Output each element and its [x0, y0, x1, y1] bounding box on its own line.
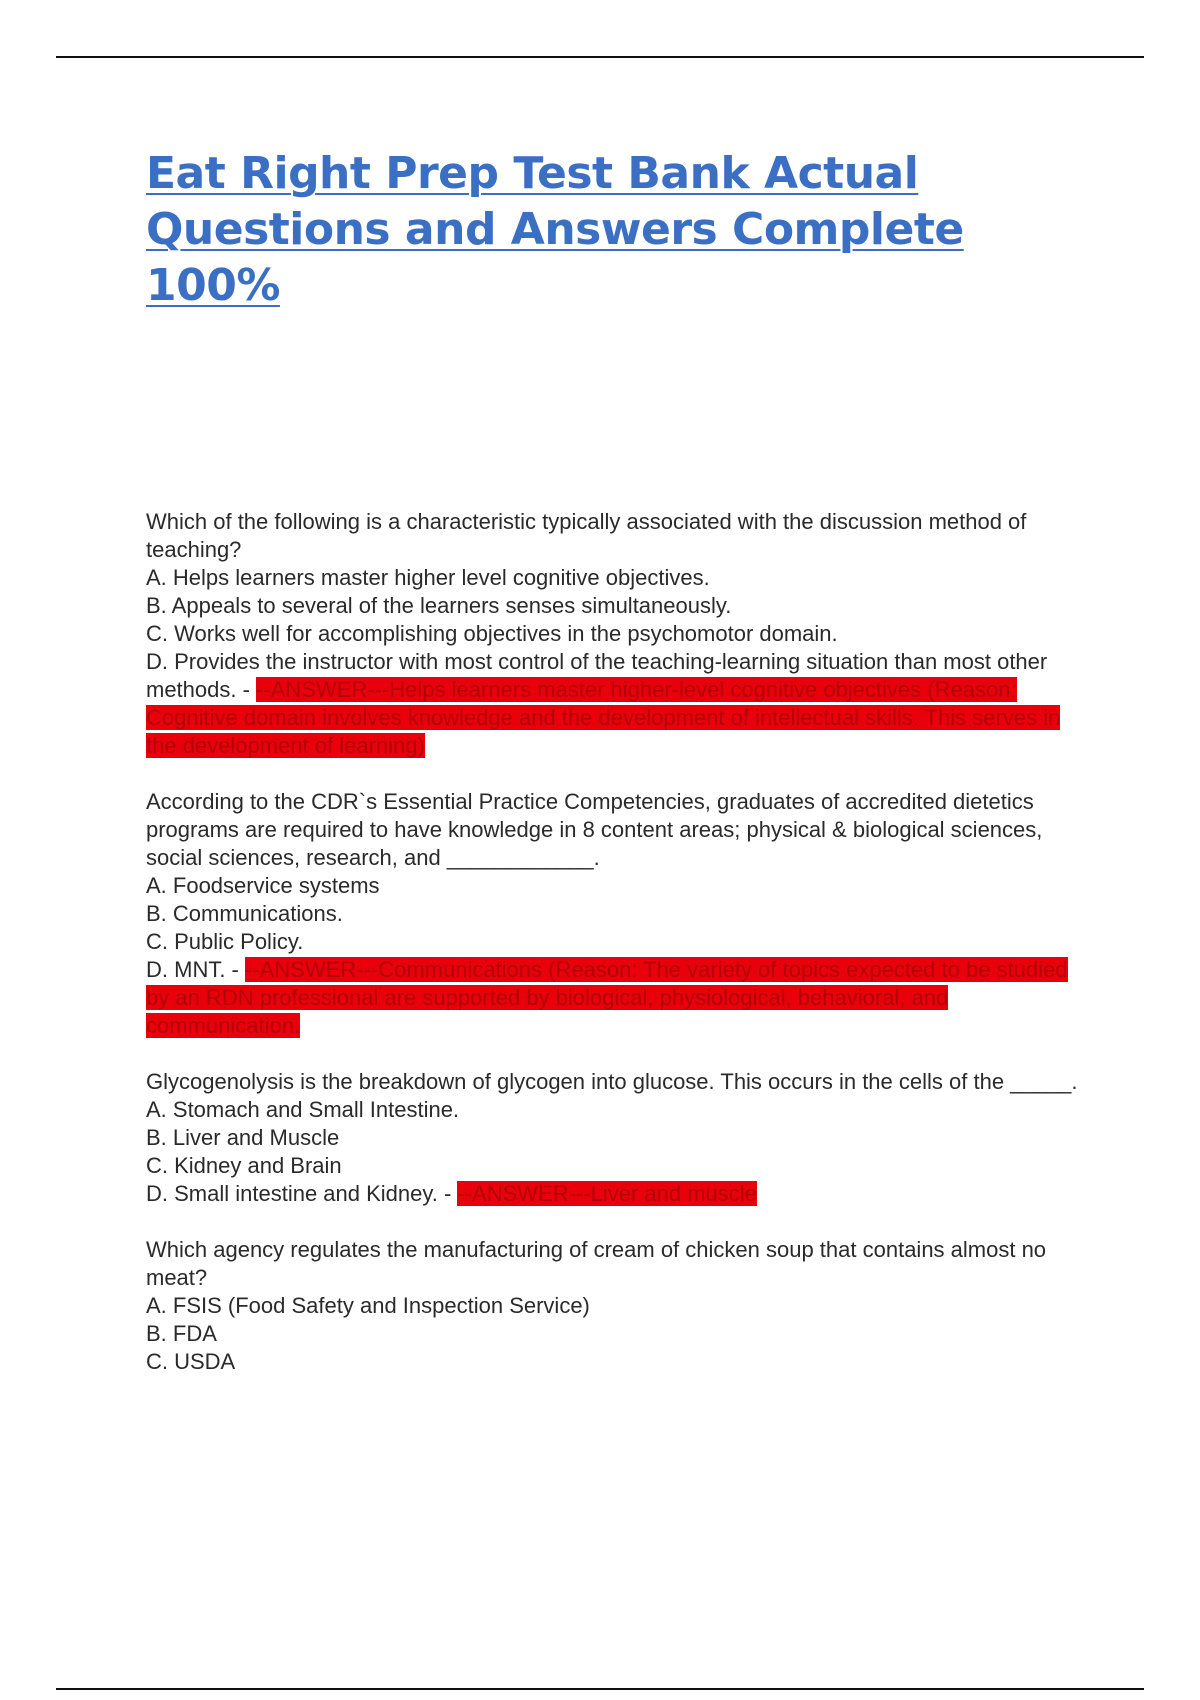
- highlighted-answer: --ANSWER---Liver and muscle: [457, 1181, 757, 1206]
- answer-option: A. Helps learners master higher level cognitive objectives.: [146, 565, 710, 590]
- question-stem: Glycogenolysis is the breakdown of glycogen into glucose. This occurs in the cells of the _____.: [146, 1069, 1078, 1094]
- document-title-line-1: Eat Right Prep Test Bank Actual: [146, 148, 919, 199]
- question-block: [146, 508, 1092, 760]
- highlighted-answer: --ANSWER---Helps learners master higher-level cognitive objectives (Reason: Cognitive domain involves knowledge and the development of intellectual skills. This serves in the development of learning): [146, 677, 1061, 758]
- answer-option: C. Kidney and Brain: [146, 1153, 342, 1178]
- answer-option: A. Stomach and Small Intestine.: [146, 1097, 460, 1122]
- answer-option: B. FDA: [146, 1321, 217, 1346]
- highlighted-answer: --ANSWER---Communications (Reason: The variety of topics expected to be studied by an RDN professional are supported by biological, physiological, behavioral, and communication.: [146, 957, 1068, 1038]
- answer-option: D. Small intestine and Kidney. -: [146, 1181, 458, 1206]
- answer-option: C. USDA: [146, 1349, 236, 1374]
- answer-option-with-answer: [146, 1180, 1092, 1208]
- document-title-line-2: Questions and Answers Complete 100%: [146, 204, 964, 311]
- answer-option: A. Foodservice systems: [146, 873, 380, 898]
- question-stem: Which agency regulates the manufacturing of cream of chicken soup that contains almost no meat?: [146, 1237, 1047, 1290]
- answer-option: B. Liver and Muscle: [146, 1125, 340, 1150]
- question-list: [146, 508, 1092, 1404]
- document-title: [146, 146, 1106, 314]
- answer-option: B. Appeals to several of the learners senses simultaneously.: [146, 593, 732, 618]
- question-block: [146, 1236, 1092, 1376]
- answer-option-with-answer: [146, 648, 1092, 760]
- answer-option-with-answer: [146, 956, 1092, 1040]
- answer-option: A. FSIS (Food Safety and Inspection Service): [146, 1293, 590, 1318]
- question-stem: According to the CDR`s Essential Practice Competencies, graduates of accredited dietetics programs are required to have knowledge in 8 content areas; physical & biological sciences, social sciences, research, and ____________.: [146, 789, 1043, 870]
- answer-option: B. Communications.: [146, 901, 343, 926]
- answer-option: D. Provides the instructor with most control of the teaching-learning situation than most other methods. -: [146, 649, 1048, 702]
- top-rule: [56, 56, 1144, 58]
- answer-option: C. Works well for accomplishing objectives in the psychomotor domain.: [146, 621, 838, 646]
- answer-option: C. Public Policy.: [146, 929, 304, 954]
- bottom-rule: [56, 1688, 1144, 1690]
- question-block: [146, 788, 1092, 1040]
- question-block: [146, 1068, 1092, 1208]
- answer-option: D. MNT. -: [146, 957, 245, 982]
- question-stem: Which of the following is a characteristic typically associated with the discussion method of teaching?: [146, 509, 1027, 562]
